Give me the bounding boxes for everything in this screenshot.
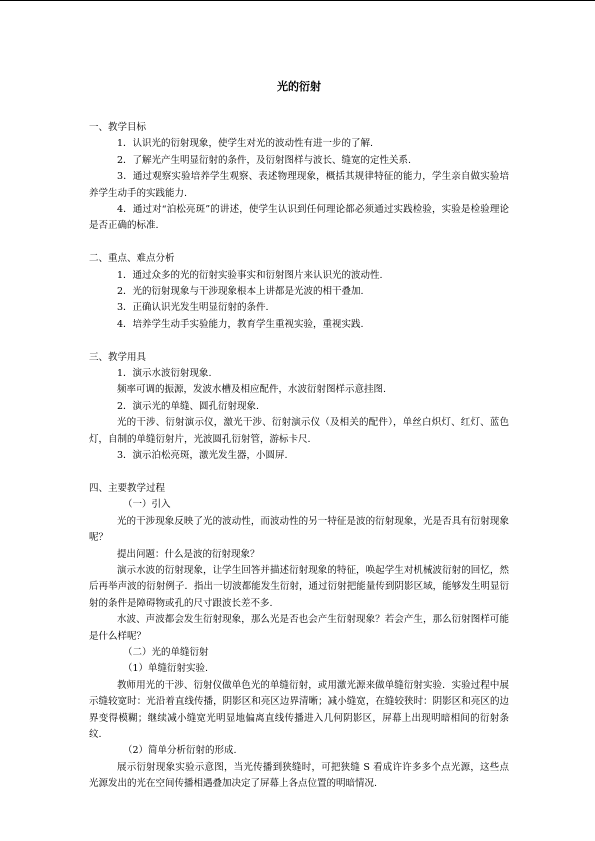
paragraph: 展示衍射现象实验示意图，当光传播到狭缝时，可把狭缝 S 看成许许多多个点光源，这些点光源发出的光在空间传播相遇叠加决定了屏幕上各点位置的明暗情况. (89, 761, 509, 790)
paragraph: 提出问题：什么是波的衍射现象？ (117, 548, 260, 560)
equipment-line: 1．演示水波衍射现象. (117, 368, 212, 380)
key-point-item: 4．培养学生动手实验能力，教育学生重视实验，重视实践. (117, 318, 364, 330)
paragraph: 教师用光的干涉、衍射仪做单色光的单缝衍射，或用激光源来做单缝衍射实验．实验过程中展示缝较宽时：光沿着直线传播，阴影区和亮区边界清晰；减小缝宽，在缝较狭时：阴影区和亮区的边界变得模糊；继续减小缝宽光明显地偏离直线传播进入几何阴影区，屏幕上出现明暗相间的衍射条纹. (89, 679, 509, 740)
paragraph: 水波、声波都会发生衍射现象，那么光是否也会产生衍射现象？若会产生，那么衍射图样可能是什么样呢？ (89, 614, 509, 642)
key-point-item: 2．光的衍射现象与干涉现象根本上讲都是光波的相干叠加. (117, 286, 364, 298)
paragraph: 演示水波的衍射现象，让学生回答并描述衍射现象的特征，唤起学生对机械波衍射的回忆，然后再举声波的衍射例子．指出一切波都能发生衍射，通过衍射把能量传到阴影区域，能够发生明显衍射的条件是障碍物或孔的尺寸跟波长差不多. (89, 564, 509, 609)
subsection-heading: （1）单缝衍射实验. (123, 663, 209, 675)
section-heading-equipment: 三、教学用具 (89, 351, 147, 363)
objective-item: 4．通过对“泊松亮斑”的讲述，使学生认识到任何理论都必须通过实践检验，实验是检验理论是否正确的标准. (89, 204, 509, 232)
subsection-heading: （二）光的单缝衍射 (123, 646, 209, 658)
section-heading-objectives: 一、教学目标 (89, 122, 147, 133)
equipment-line: 频率可调的振源，发波水槽及相应配件，水波衍射图样示意挂图. (117, 384, 387, 396)
key-point-item: 3．正确认识光发生明显衍射的条件. (117, 302, 269, 314)
paragraph: 光的干涉现象反映了光的波动性，而波动性的另一特征是波的衍射现象，光是否具有衍射现象呢？ (89, 515, 509, 544)
section-heading-key-points: 二、重点、难点分析 (89, 253, 175, 265)
section-heading-process: 四、主要教学过程 (89, 482, 166, 494)
equipment-line: 光的干涉、衍射演示仪，激光干涉、衍射演示仪（及相关的配件），单丝白炽灯、红灯、蓝色灯，自制的单缝衍射片，光波圆孔衍射管，游标卡尺. (89, 417, 509, 445)
equipment-line: 3．演示泊松亮斑，激光发生器，小圆屏. (117, 450, 288, 462)
equipment-line: 2．演示光的单缝、圆孔衍射现象. (117, 400, 260, 412)
objective-item: 2．了解光产生明显衍射的条件，及衍射图样与波长、缝宽的定性关系. (117, 154, 412, 166)
subsection-heading: （2）简单分析衍射的形成. (123, 745, 237, 757)
document-body (89, 120, 509, 793)
top-rule (0, 0, 595, 1)
key-point-item: 1．通过众多的光的衍射实验事实和衍射图片来认识光的波动性. (117, 269, 383, 281)
document-title: 光的衍射 (277, 80, 321, 93)
subsection-heading: （一）引入 (123, 499, 171, 511)
objective-item: 1．认识光的衍射现象，使学生对光的波动性有进一步的了解. (117, 138, 374, 150)
objective-item: 3．通过观察实验培养学生观察、表述物理现象，概括其规律特征的能力，学生亲自做实验培养学生动手的实践能力. (89, 171, 509, 199)
